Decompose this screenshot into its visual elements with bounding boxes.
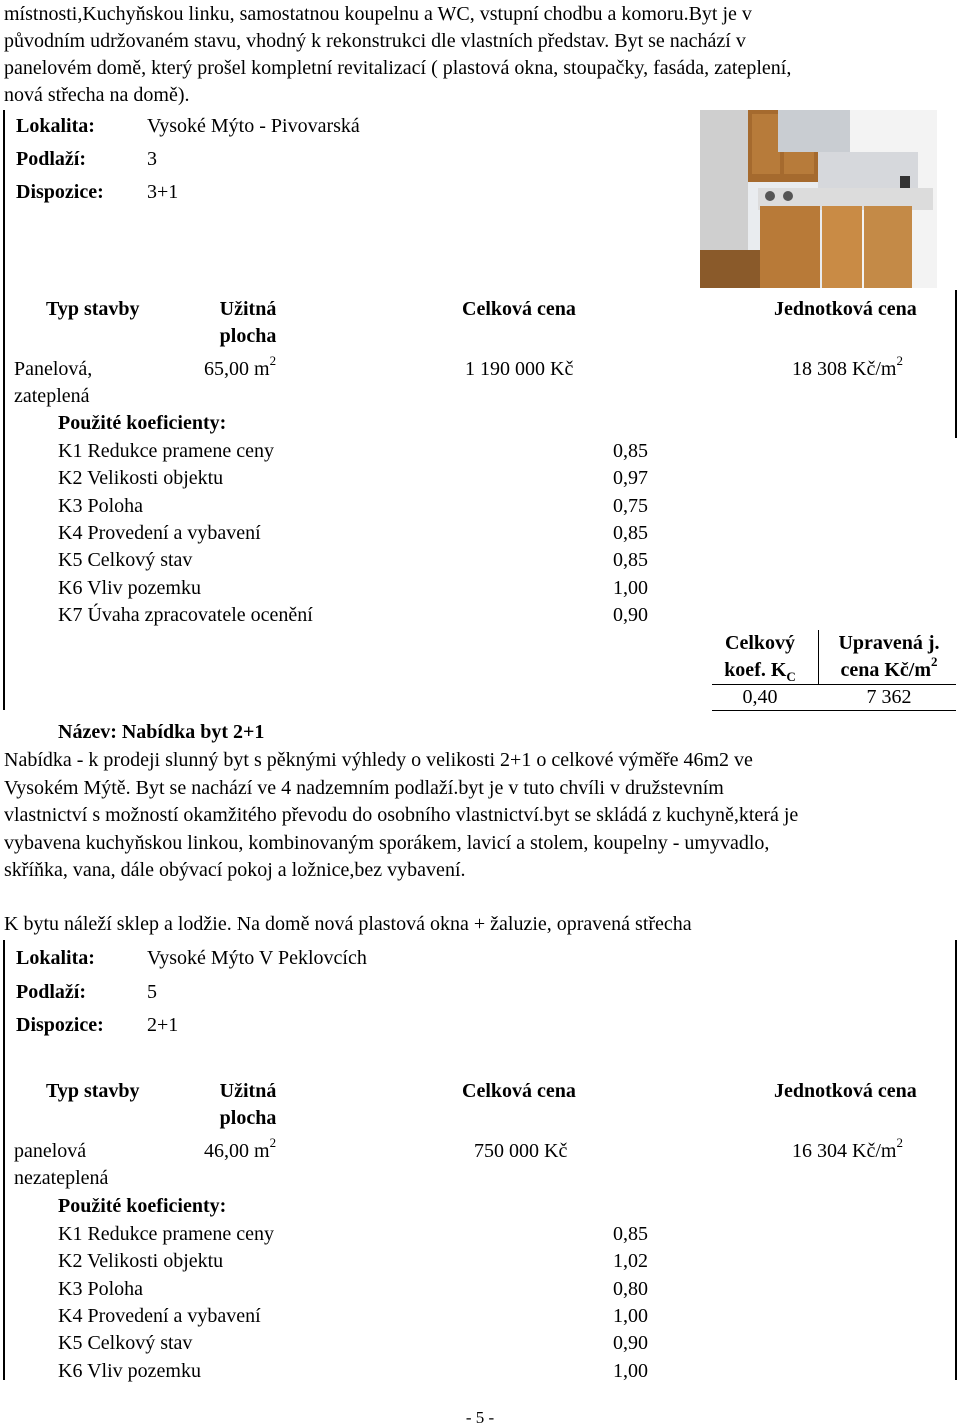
coefficient-name: K6 Vliv pozemku (58, 576, 201, 599)
coefficient-name: K5 Celkový stav (58, 549, 193, 572)
page-number: - 5 - (465, 1408, 495, 1427)
col-celkova-cena: Celková cena (462, 298, 576, 320)
coefficient-name: K2 Velikosti objektu (58, 467, 224, 490)
plocha-value (204, 353, 277, 380)
celkovy-koef-value: 0,40 (742, 686, 778, 708)
coefficient-name: K3 Poloha (58, 1277, 143, 1300)
intro-line: panelovém domě, který prošel kompletní revitalizací ( plastová okna, stoupačky, fasáda, zateplení, (4, 57, 792, 79)
jednotkova-number: 18 308 Kč/m (792, 358, 897, 380)
lokalita-value: Vysoké Mýto V Peklovcích (147, 947, 367, 969)
coefficient-name: K1 Redukce pramene ceny (58, 1223, 275, 1245)
col-jednotkova-cena: Jednotková cena (774, 298, 917, 320)
jednotkova-cena-value (792, 1135, 903, 1162)
koef-kc-heading (712, 659, 808, 684)
m2-superscript: 2 (896, 1135, 903, 1151)
coefficient-value: 1,00 (613, 576, 648, 599)
dispozice-value: 3+1 (147, 181, 179, 203)
divider-horizontal (712, 684, 956, 685)
divider-horizontal (712, 710, 956, 711)
col-uzitna: Užitná (219, 1080, 277, 1102)
coefficient-value: 1,00 (613, 1304, 648, 1327)
plocha-value (204, 1135, 277, 1162)
description-line: skříňka, vana, dále obývací pokoj a ložnice,bez vybavení. (4, 859, 466, 881)
coefficient-value: 0,85 (613, 549, 648, 572)
kitchen-photo (700, 110, 937, 288)
coefficient-value: 0,85 (613, 440, 648, 462)
description-line: vybavena kuchyňskou linkou, kombinovaným sporákem, lavicí a stolem, koupelny - umyvadlo, (4, 832, 770, 854)
coefficient-value: 0,85 (613, 1223, 648, 1245)
dispozice-value: 2+1 (147, 1014, 179, 1036)
lokalita-value: Vysoké Mýto - Pivovarská (147, 115, 360, 137)
typ-stavby-value: panelová (14, 1140, 87, 1162)
plocha-number: 65,00 m (204, 358, 270, 380)
podlazi-label: Podlaží: (16, 981, 86, 1003)
coefficient-value: 0,97 (613, 467, 648, 490)
coefficient-name: K4 Provedení a vybavení (58, 1304, 261, 1327)
coefficient-value: 0,85 (613, 521, 648, 544)
col-plocha: plocha (219, 325, 277, 347)
coefficient-name: K1 Redukce pramene ceny (58, 440, 275, 462)
intro-line: místnosti,Kuchyňskou linku, samostatnou koupelnu a WC, vstupní chodbu a komoru.Byt je v (4, 3, 752, 25)
frame-right-line (955, 940, 957, 1380)
frame-left-line (3, 940, 5, 1380)
listing-title: Název: Nabídka byt 2+1 (58, 721, 265, 743)
m2-superscript: 2 (269, 353, 277, 369)
dispozice-label: Dispozice: (16, 181, 104, 203)
celkovy-koef-heading: Celkový (725, 632, 795, 654)
typ-stavby-value: Panelová, (14, 358, 93, 380)
koeficienty-heading: Použité koeficienty: (58, 412, 227, 434)
col-jednotkova-cena: Jednotková cena (774, 1080, 917, 1102)
intro-line: původním udržovaném stavu, vhodný k rekonstrukci dle vlastních představ. Byt se nachází v (4, 30, 746, 52)
coefficient-name: K5 Celkový stav (58, 1332, 193, 1355)
description-extra-line: K bytu náleží sklep a lodžie. Na domě nová plastová okna + žaluzie, opravená střecha (4, 913, 692, 935)
celkova-cena-value: 750 000 Kč (474, 1140, 568, 1162)
m2-superscript: 2 (269, 1135, 277, 1151)
typ-stavby-value-2: nezateplená (14, 1167, 109, 1189)
coefficient-value: 1,00 (613, 1359, 648, 1382)
coefficient-name: K7 Úvaha zpracovatele ocenění (58, 603, 313, 626)
frame-right-line (955, 290, 957, 438)
podlazi-value: 5 (147, 981, 157, 1003)
description-line: Vysokém Mýtě. Byt se nachází ve 4 nadzemním podlaží.byt je v tuto chvíli v družstevním (4, 777, 724, 799)
koef-label: koef. K (724, 659, 787, 681)
divider-vertical (818, 630, 819, 684)
description-line: Nabídka - k prodeji slunný byt s pěknými výhledy o velikosti 2+1 o celkové výměře 46m2 ve (4, 749, 753, 771)
kitchen-photo-illustration (700, 110, 937, 288)
coefficient-value: 0,75 (613, 494, 648, 517)
coefficient-value: 0,80 (613, 1277, 648, 1300)
col-plocha: plocha (219, 1107, 277, 1129)
m2-superscript: 2 (896, 353, 903, 369)
lokalita-label: Lokalita: (16, 115, 95, 137)
koef-subscript: C (786, 669, 796, 684)
jednotkova-number: 16 304 Kč/m (792, 1140, 897, 1162)
coefficient-name: K4 Provedení a vybavení (58, 521, 261, 544)
celkova-cena-value: 1 190 000 Kč (465, 358, 574, 380)
col-celkova-cena: Celková cena (462, 1080, 576, 1102)
col-typ-stavby: Typ stavby (46, 1080, 140, 1102)
koeficienty-heading: Použité koeficienty: (58, 1195, 227, 1217)
m2-superscript: 2 (931, 654, 938, 670)
coefficient-name: K2 Velikosti objektu (58, 1250, 224, 1273)
cena-kc-heading (822, 654, 956, 681)
col-uzitna: Užitná (219, 298, 277, 320)
jednotkova-cena-value (792, 353, 903, 380)
coefficient-name: K3 Poloha (58, 494, 143, 517)
coefficient-value: 0,90 (613, 603, 648, 626)
coefficient-value: 1,02 (613, 1250, 648, 1273)
podlazi-label: Podlaží: (16, 148, 86, 170)
typ-stavby-value-2: zateplená (14, 385, 90, 407)
dispozice-label: Dispozice: (16, 1014, 104, 1036)
col-typ-stavby: Typ stavby (46, 298, 140, 320)
upravena-cena-value: 7 362 (866, 686, 912, 708)
cena-kc-label: cena Kč/m (840, 659, 932, 681)
description-line: vlastnictví s možností okamžitého převodu do osobního vlastnictví.byt se skládá z kuchyně,která je (4, 804, 799, 826)
lokalita-label: Lokalita: (16, 947, 95, 969)
intro-line: nová střecha na domě). (4, 84, 190, 106)
upravena-heading: Upravená j. (838, 632, 940, 654)
podlazi-value: 3 (147, 148, 157, 170)
frame-left-line (3, 110, 5, 710)
coefficient-name: K6 Vliv pozemku (58, 1359, 201, 1382)
coefficient-value: 0,90 (613, 1332, 648, 1355)
plocha-number: 46,00 m (204, 1140, 270, 1162)
